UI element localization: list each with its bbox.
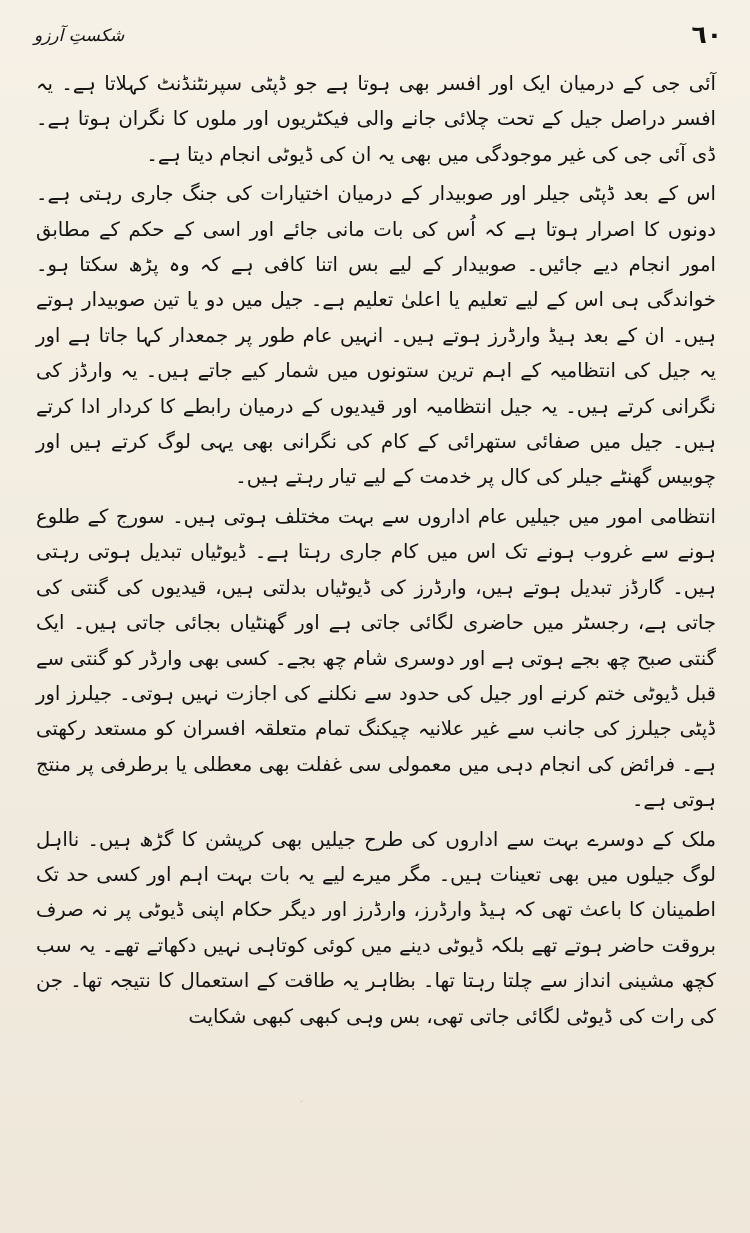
paragraph: آئی جی کے درمیان ایک اور افسر بھی ہوتا ہے جو ڈپٹی سپرنٹنڈنٹ کہلاتا ہے۔ یہ افسر دراصل جیل کے تحت چلائی جانے والی فیکٹریوں اور ملوں کا نگران ہوتا ہے۔ ڈی آئی جی کی غیر موجودگی میں بھی یہ ان کی ڈیوٹی انجام دیتا ہے۔ (36, 72, 716, 166)
paragraph: انتظامی امور میں جیلیں عام اداروں سے بہت مختلف ہوتی ہیں۔ سورج کے طلوع ہونے سے غروب ہونے تک اس میں کام جاری رہتا ہے۔ ڈیوٹیاں تبدیل ہوتی رہتی ہیں۔ گارڈز تبدیل ہوتے ہیں، وارڈرز کی ڈیوٹیاں بدلتی ہیں، قیدیوں کی گنتی کی جاتی ہے، رجسٹر میں حاضری لگائی جاتی ہے اور گھنٹیاں بجائی جاتی ہیں۔ ایک گنتی صبح چھ بجے ہوتی ہے اور دوسری شام چھ بجے۔ کسی بھی وارڈر کو گنتی سے قبل ڈیوٹی ختم کرنے اور جیل کی حدود سے نکلنے کی اجازت نہیں ہوتی۔ جیلرز اور ڈپٹی جیلرز کی جانب سے غیر علانیہ چیکنگ تمام متعلقہ افسران کو مستعد رکھتی ہے۔ فرائض کی انجام دہی میں معمولی سی غفلت بھی معطلی یا برطرفی پر منتج ہوتی ہے۔ (36, 504, 716, 812)
paper-speck (300, 1100, 303, 1103)
paragraph: اس کے بعد ڈپٹی جیلر اور صوبیدار کے درمیان اختیارات کی جنگ جاری رہتی ہے۔ دونوں کا اصرار ہوتا ہے کہ اُس کی بات مانی جائے اور اسی کے حکم کے مطابق امور انجام دیے جائیں۔ صوبیدار کے لیے بس اتنا کافی ہے کہ وہ پڑھ سکتا ہو۔ خواندگی ہی اس کے لیے تعلیم یا اعلیٰ تعلیم ہے۔ جیل میں دو یا تین صوبیدار ہوتے ہیں۔ ان کے بعد ہیڈ وارڈرز ہوتے ہیں۔ انہیں عام طور پر جمعدار کہا جاتا ہے اور یہ جیل کی انتظامیہ کے اہم ترین ستونوں میں شمار کیے جاتے ہیں۔ یہ وارڈز کی نگرانی کرتے ہیں۔ یہ جیل انتظامیہ اور قیدیوں کے درمیان رابطے کا کردار ادا کرتے ہیں۔ جیل میں صفائی ستھرائی کے کام کی نگرانی بھی یہی لوگ کرتے ہیں اور چوبیس گھنٹے جیلر کی کال پر خدمت کے لیے تیار رہتے ہیں۔ (36, 182, 716, 489)
page-body (36, 66, 716, 1034)
page-number: ٦٠ (691, 20, 722, 49)
paragraph: ملک کے دوسرے بہت سے اداروں کی طرح جیلیں بھی کرپشن کا گڑھ ہیں۔ نااہل لوگ جیلوں میں بھی تعینات ہیں۔ مگر میرے لیے یہ بات بہت اہم اور کسی حد تک اطمینان کا باعث تھی کہ ہیڈ وارڈرز، وارڈرز اور دیگر حکام اپنی ڈیوٹی پر نہ صرف بروقت حاضر ہوتے تھے بلکہ ڈیوٹی دینے میں کوئی کوتاہی نہیں دکھاتے تھے۔ یہ سب کچھ مشینی انداز سے چلتا رہتا تھا۔ بظاہر یہ طاقت کے استعمال کا نتیجہ تھا۔ جن کی رات کی ڈیوٹی لگائی جاتی تھی، بس وہی کبھی کبھی شکایت (36, 827, 716, 1028)
book-title: شکستِ آرزو (34, 26, 125, 46)
page-header (26, 22, 728, 62)
